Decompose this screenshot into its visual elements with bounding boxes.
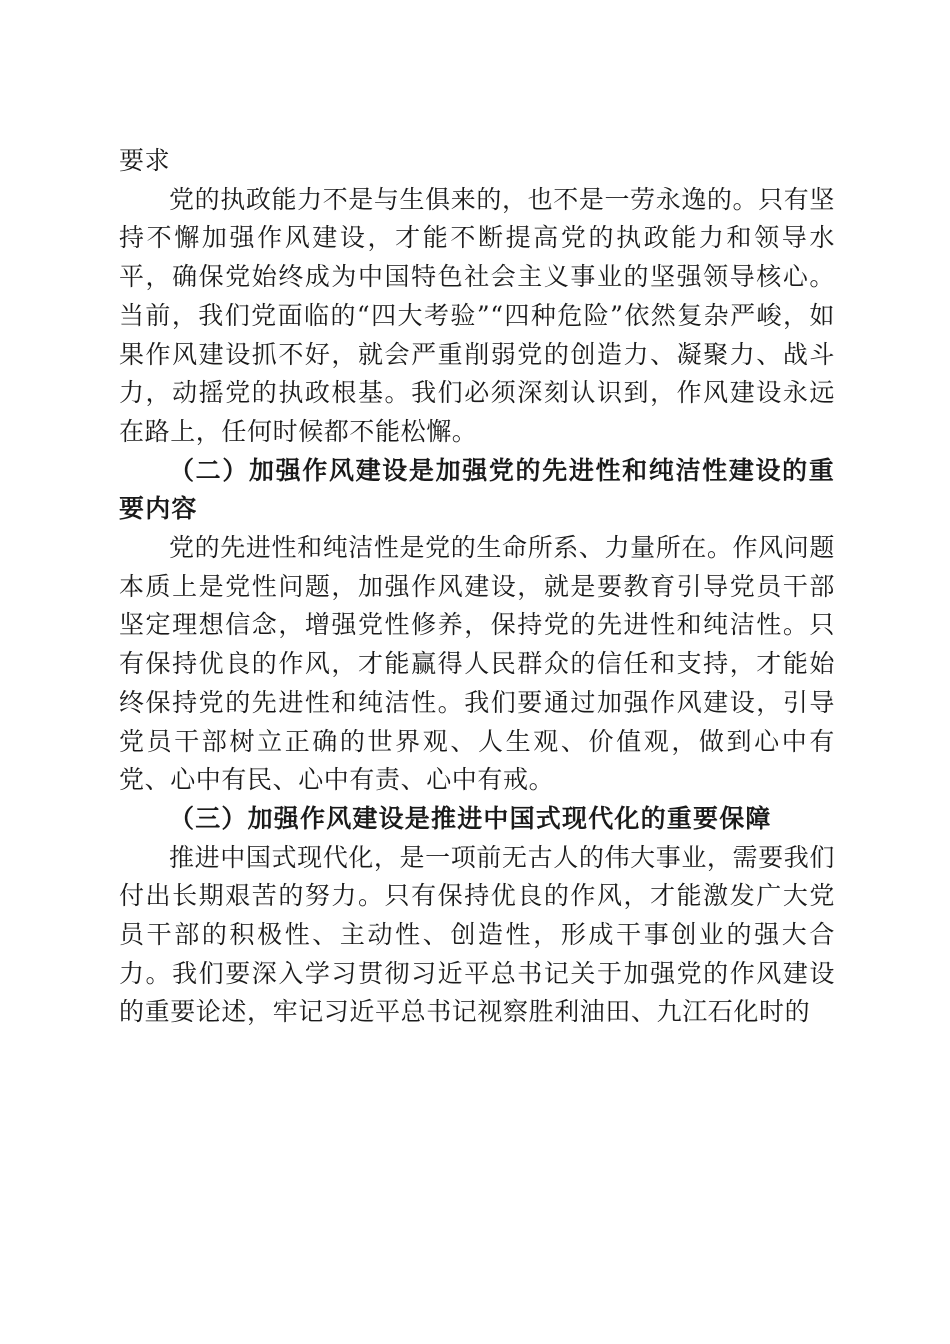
paragraph-advancement-purity: 党的先进性和纯洁性是党的生命所系、力量所在。作风问题本质上是党性问题，加强作风建设，就是要教育引导党员干部坚定理想信念，增强党性修养，保持党的先进性和纯洁性。只有保持优良的作风，才能赢得人民群众的信任和支持，才能始终保持党的先进性和纯洁性。我们要通过加强作风建设，引导党员干部树立正确的世界观、人生观、价值观，做到心中有党、心中有民、心中有责、心中有戒。: [119, 533, 835, 795]
paragraph-modernization: 推进中国式现代化，是一项前无古人的伟大事业，需要我们付出长期艰苦的努力。只有保持优良的作风，才能激发广大党员干部的积极性、主动性、创造性，形成干事创业的强大合力。我们要深入学习贯彻习近平总书记关于加强党的作风建设的重要论述，牢记习近平总书记视察胜利油田、九江石化时的: [119, 842, 835, 1027]
section-heading-3: （三）加强作风建设是推进中国式现代化的重要保障: [169, 803, 772, 833]
section-heading-2: （二）加强作风建设是加强党的先进性和纯洁性建设的重要内容: [119, 455, 835, 524]
continuation-text: 要求: [119, 146, 171, 175]
document-page: [119, 142, 835, 1032]
paragraph-ruling-capacity: 党的执政能力不是与生俱来的，也不是一劳永逸的。只有坚持不懈加强作风建设，才能不断提高党的执政能力和领导水平，确保党始终成为中国特色社会主义事业的坚强领导核心。当前，我们党面临的“四大考验”“四种危险”依然复杂严峻，如果作风建设抓不好，就会严重削弱党的创造力、凝聚力、战斗力，动摇党的执政根基。我们必须深刻认识到，作风建设永远在路上，任何时候都不能松懈。: [119, 184, 835, 446]
